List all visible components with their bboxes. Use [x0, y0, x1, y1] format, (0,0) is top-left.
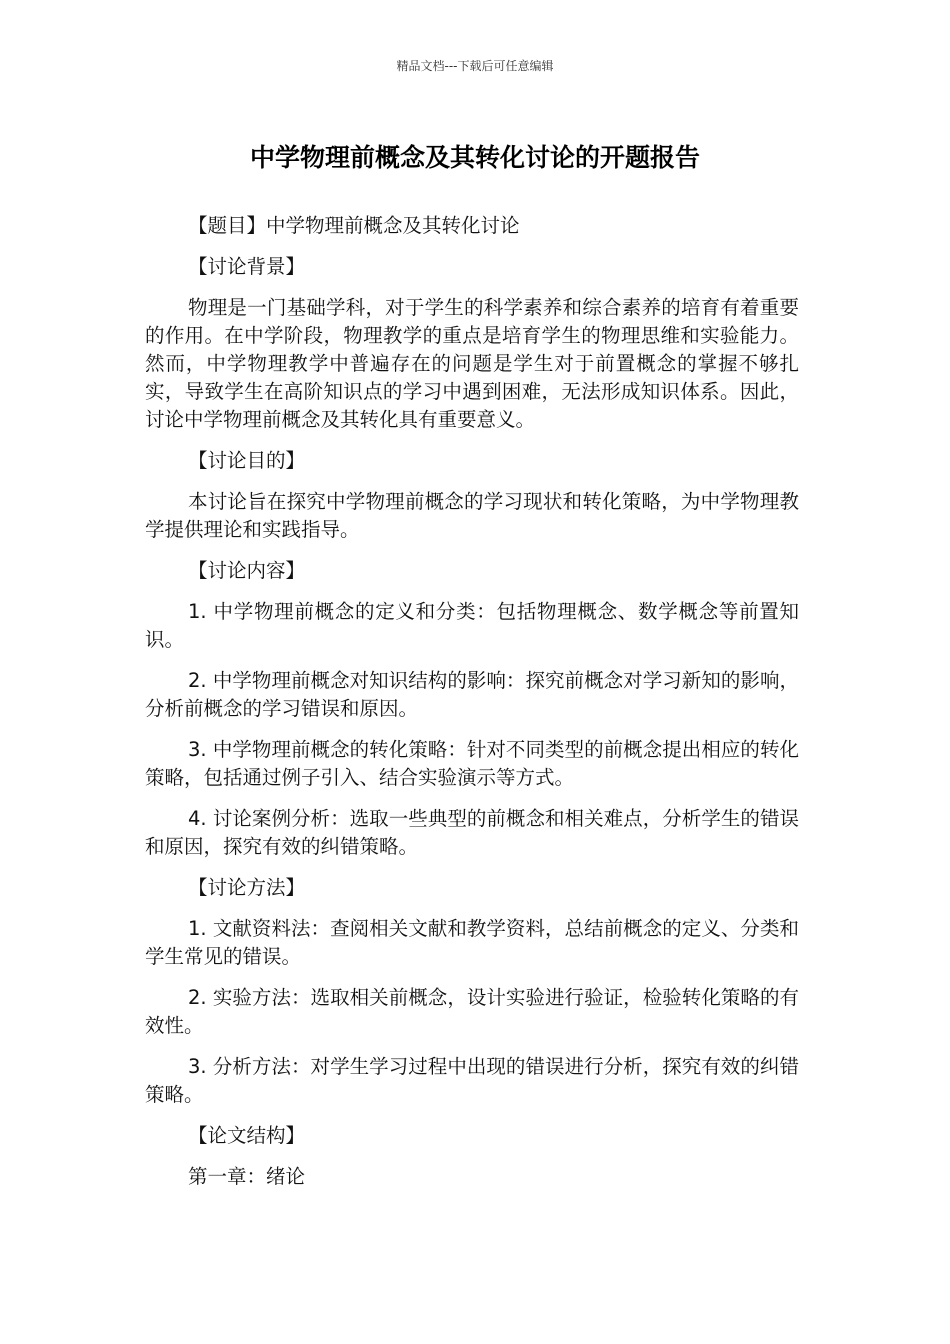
document-title: 中学物理前概念及其转化讨论的开题报告 [249, 143, 700, 172]
method-item: 3. 分析方法：对学生学习过程中出现的错误进行分析，探究有效的纠错策略。 [145, 1055, 799, 1106]
method-item: 1. 文献资料法：查阅相关文献和教学资料，总结前概念的定义、分类和学生常见的错误。 [145, 917, 799, 968]
content-heading: 【讨论内容】 [188, 559, 306, 582]
content-item: 3. 中学物理前概念的转化策略：针对不同类型的前概念提出相应的转化策略，包括通过例子引入、结合实验演示等方式。 [145, 738, 799, 789]
structure-item: 第一章：绪论 [188, 1165, 306, 1188]
content-item: 2. 中学物理前概念对知识结构的影响：探究前概念对学习新知的影响，分析前概念的学习错误和原因。 [145, 669, 799, 720]
page-header-watermark: 精品文档---下载后可任意编辑 [396, 59, 554, 73]
structure-heading: 【论文结构】 [188, 1124, 306, 1147]
method-item: 2. 实验方法：选取相关前概念，设计实验进行验证，检验转化策略的有效性。 [145, 986, 799, 1037]
background-paragraph: 物理是一门基础学科，对于学生的科学素养和综合素养的培育有着重要的作用。在中学阶段，物理教学的重点是培育学生的物理思维和实验能力。然而，中学物理教学中普遍存在的问题是学生对于前置概念的掌握不够扎实，导致学生在高阶知识点的学习中遇到困难，无法形成知识体系。因此，讨论中学物理前概念及其转化具有重要意义。 [145, 296, 799, 431]
purpose-heading: 【讨论目的】 [188, 449, 306, 472]
topic-line: 【题目】中学物理前概念及其转化讨论 [188, 214, 520, 237]
method-heading: 【讨论方法】 [188, 876, 306, 899]
background-heading: 【讨论背景】 [188, 255, 306, 278]
purpose-paragraph: 本讨论旨在探究中学物理前概念的学习现状和转化策略，为中学物理教学提供理论和实践指导。 [145, 490, 799, 541]
document-body [145, 212, 799, 1204]
content-item: 4. 讨论案例分析：选取一些典型的前概念和相关难点，分析学生的错误和原因，探究有效的纠错策略。 [145, 807, 799, 858]
content-item: 1. 中学物理前概念的定义和分类：包括物理概念、数学概念等前置知识。 [145, 600, 799, 651]
